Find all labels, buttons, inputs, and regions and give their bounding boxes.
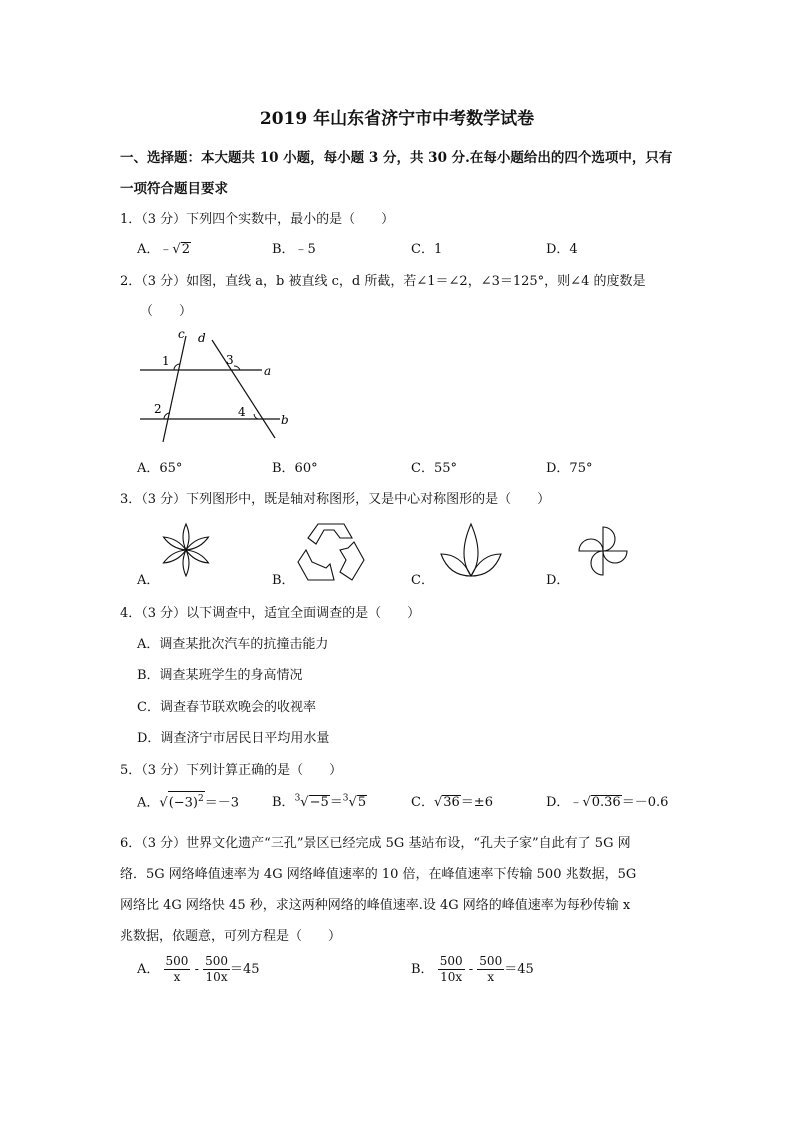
section-heading-line2: 一项符合题目要求 <box>120 181 228 197</box>
angle-4-arc <box>254 414 258 419</box>
q6-option-a-fraction2 <box>203 954 230 985</box>
angle-3-arc <box>234 366 240 370</box>
q6-option-b-fraction1 <box>438 954 465 985</box>
q5-option-d: D．﹣√0.36＝－0.6 <box>546 795 669 810</box>
q4-option-a: A．调查某批次汽车的抗撞击能力 <box>137 637 329 652</box>
q5-option-a-radicand <box>168 791 205 810</box>
q5-option-a-exponent: 2 <box>198 794 204 804</box>
q5-option-a: A．$√(-3)^2=-3$ <box>137 791 239 810</box>
q3-option-d-pinwheel-figure <box>574 522 632 580</box>
fraction-numerator: 500 <box>479 954 503 968</box>
q5-option-b-radicand: −5 <box>309 795 329 810</box>
q5-option-c-radicand: 36 <box>443 795 460 810</box>
q6-option-b-label: B． <box>411 962 434 977</box>
label-d: d <box>198 331 206 345</box>
q6-option-b-fraction2 <box>477 954 504 985</box>
q4-option-c: C．调查春节联欢晚会的收视率 <box>137 700 316 715</box>
q5-stem: 5．（3 分）下列计算正确的是（ ） <box>120 763 343 778</box>
q5-option-b-equals: ＝ <box>329 795 343 810</box>
q6-option-b <box>411 954 534 985</box>
page-title: 2019 年山东省济宁市中考数学试卷 <box>259 109 535 129</box>
fraction-denominator: x <box>487 970 495 984</box>
q5-option-a-base: (−3) <box>168 795 198 811</box>
label-4: 4 <box>238 405 246 419</box>
q6-option-a-fraction1 <box>164 954 191 985</box>
q3-option-d-label: D． <box>546 573 570 588</box>
q4-option-d: D．调查济宁市居民日平均用水量 <box>137 731 330 746</box>
q5-option-b-radicand2: 5 <box>357 795 367 810</box>
q5-option-d-rhs: ＝－0.6 <box>621 795 669 810</box>
q6-option-a <box>137 954 260 985</box>
q1-option-a-sign: ﹣ <box>159 242 173 257</box>
q6-option-a-minus: - <box>194 962 199 977</box>
label-3: 3 <box>226 353 234 367</box>
q5-option-c-rhs: ＝±6 <box>460 795 493 810</box>
q5-option-b-index2: 3 <box>342 793 349 804</box>
q4-option-b: B．调查某班学生的身高情况 <box>137 668 303 683</box>
q3-option-c-lotus-figure <box>437 520 505 584</box>
q2-stem-line1: 2．（3 分）如图，直线 a，b 被直线 c，d 所截，若∠1＝∠2，∠3＝125°，则∠4 的度数是 <box>120 274 646 289</box>
fraction-denominator: 10x <box>440 970 463 984</box>
q6-option-b-rhs: ＝45 <box>504 962 534 977</box>
q2-figure <box>130 326 300 444</box>
q5-option-b-index: 3 <box>294 793 301 804</box>
q5-option-c-label: C． <box>411 795 434 810</box>
q2-option-a: A．65° <box>137 461 183 476</box>
q6-option-a-rhs: ＝45 <box>230 962 260 977</box>
q1-option-a: A．﹣√2 <box>137 242 190 257</box>
q1-option-a-label: A． <box>137 242 160 257</box>
q3-stem: 3．（3 分）下列图形中，既是轴对称图形，又是中心对称图形的是（ ） <box>120 492 551 507</box>
fraction-numerator: 500 <box>165 954 189 968</box>
q3-option-a-flower-figure <box>158 522 214 578</box>
fraction-numerator: 500 <box>205 954 229 968</box>
fraction-denominator: 10x <box>205 970 228 984</box>
label-2: 2 <box>154 402 162 416</box>
q2-stem-line2: （ ） <box>140 304 193 319</box>
q5-option-a-rhs: ＝－3 <box>204 795 240 811</box>
q1-stem: 1．（3 分）下列四个实数中，最小的是（ ） <box>120 212 395 227</box>
line-d <box>212 340 275 438</box>
line-c <box>163 336 186 442</box>
q6-stem-line4: 兆数据，依题意，可列方程是（ ） <box>120 929 342 944</box>
q1-option-c: C．1 <box>411 242 443 257</box>
q5-option-d-label: D． <box>546 795 570 810</box>
q3-option-a-label: A． <box>137 573 160 588</box>
q2-option-c: C．55° <box>411 461 457 476</box>
fraction-numerator: 500 <box>439 954 463 968</box>
q6-option-a-label: A． <box>137 962 160 977</box>
label-1: 1 <box>162 354 170 368</box>
label-b: b <box>281 413 289 427</box>
label-c: c <box>178 327 185 341</box>
q4-stem: 4．（3 分）以下调查中，适宜全面调查的是（ ） <box>120 606 421 621</box>
q6-option-b-minus: - <box>468 962 474 977</box>
q2-option-b: B．60° <box>272 461 318 476</box>
q3-option-c-label: C． <box>411 573 434 588</box>
fraction-denominator: x <box>173 970 181 984</box>
q1-option-b: B．﹣5 <box>272 242 316 257</box>
q5-option-b-label: B． <box>272 795 295 810</box>
q5-option-a-label: A． <box>137 795 160 811</box>
q6-stem-line2: 络．5G 网络峰值速率为 4G 网络峰值速率的 10 倍，在峰值速率下传输 500 兆数据，5G <box>120 867 637 882</box>
q5-option-b: B．$^3$√−5＝$^3$√5 <box>272 793 367 810</box>
q2-option-d: D．75° <box>546 461 593 476</box>
q3-option-b-recycle-figure <box>296 520 366 584</box>
q5-option-d-radicand: 0.36 <box>591 795 621 810</box>
q5-option-d-sign: ﹣ <box>569 795 583 810</box>
section-heading-line1: 一、选择题：本大题共 10 小题，每小题 3 分，共 30 分.在每小题给出的四个选项中，只有 <box>120 150 673 166</box>
q1-option-d: D．4 <box>546 242 578 257</box>
q3-option-b-label: B． <box>272 573 295 588</box>
q5-option-c: C．√36＝±6 <box>411 795 493 810</box>
q1-option-a-radicand: 2 <box>181 242 190 257</box>
q6-stem-line3: 网络比 4G 网络快 45 秒，求这两种网络的峰值速率.设 4G 网络的峰值速率为每秒传输 x <box>120 898 631 913</box>
label-a: a <box>264 364 272 378</box>
q6-stem-line1: 6．（3 分）世界文化遗产“三孔”景区已经完成 5G 基站布设，“孔夫子家”自此有了 5G 网 <box>120 836 631 851</box>
